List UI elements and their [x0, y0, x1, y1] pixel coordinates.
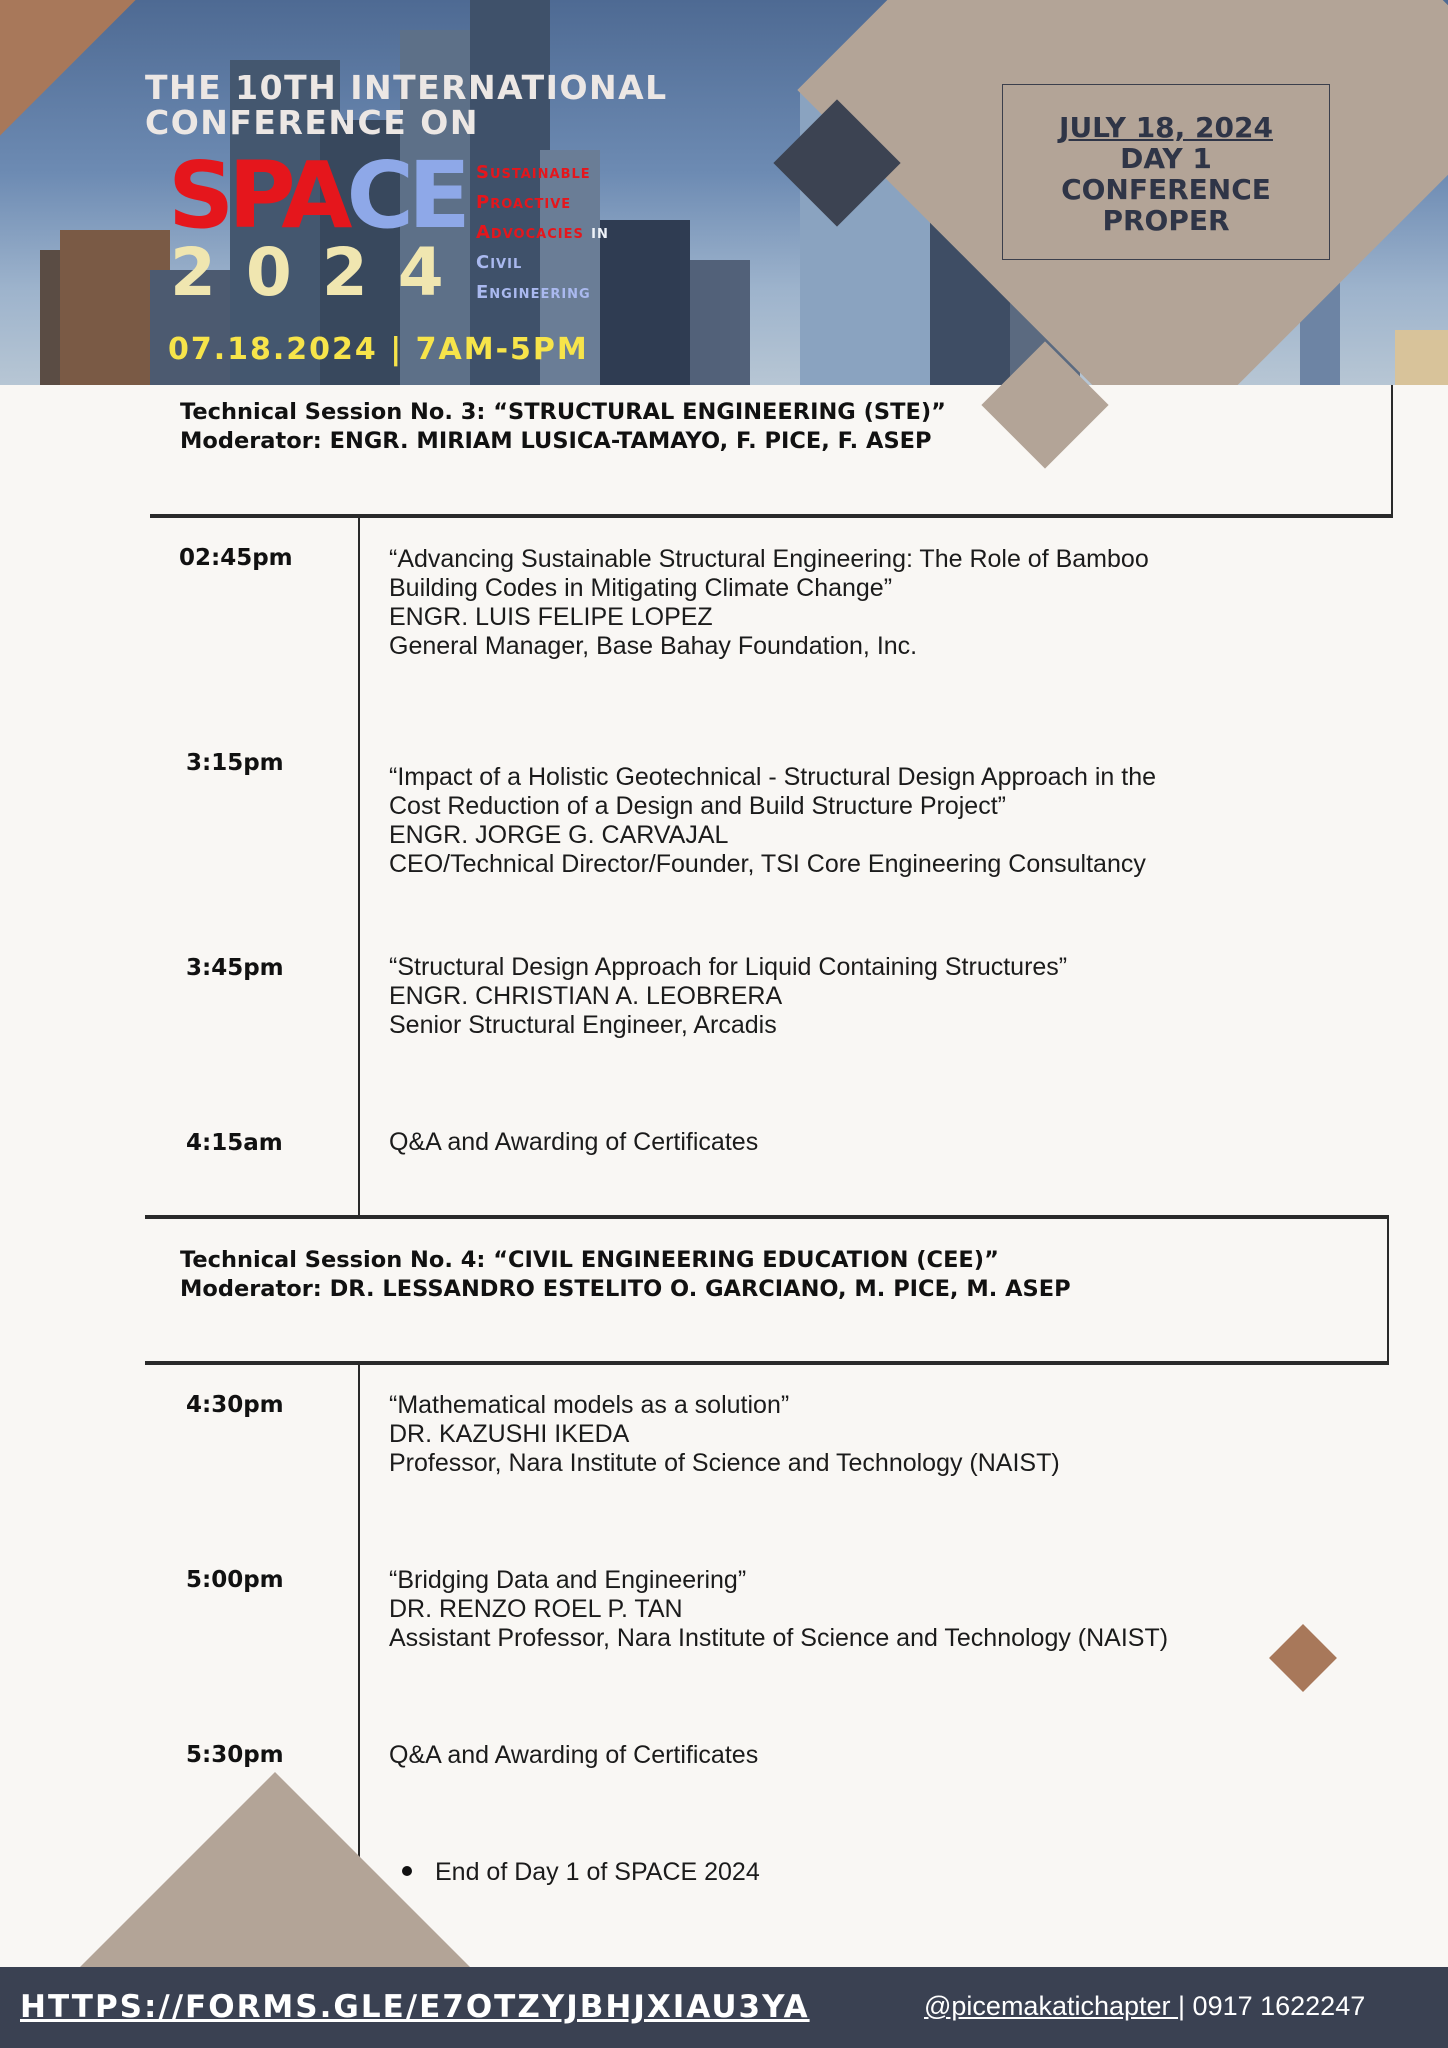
time-label: 02:45pm	[179, 545, 293, 571]
time-label: 3:45pm	[186, 955, 284, 981]
diamond-decoration-brown	[1269, 1624, 1337, 1692]
conference-title-line1: THE 10TH INTERNATIONAL	[145, 68, 668, 107]
schedule-entry: Q&A and Awarding of Certificates	[389, 1128, 759, 1156]
time-label: 4:30pm	[186, 1392, 284, 1418]
footer-contact: @picemakatichapter | 0917 1622247	[924, 1991, 1366, 2021]
header-banner	[0, 0, 1448, 385]
acronym-words: Sustainable Proactive Advocacies in Civil Engineering	[476, 162, 609, 303]
date-box-date: JULY 18, 2024	[1059, 111, 1273, 144]
date-box-day: DAY 1	[1120, 142, 1212, 175]
time-label: 4:15am	[186, 1130, 283, 1156]
date-box-line4: PROPER	[1102, 204, 1230, 237]
schedule-entry: “Structural Design Approach for Liquid Containing Structures” ENGR. CHRISTIAN A. LEOBRERA Senior Structural Engineer, Arcadis	[389, 953, 1068, 1039]
event-datetime: 07.18.2024 | 7AM-5PM	[168, 332, 589, 367]
space-logo: SPACE	[168, 142, 465, 249]
logo-year: 2024	[170, 234, 474, 311]
triangle-decoration	[80, 1772, 470, 1967]
session-4-title: Technical Session No. 4: “CIVIL ENGINEERING EDUCATION (CEE)”	[180, 1247, 999, 1273]
footer-bar	[0, 1967, 1448, 2048]
time-label: 5:00pm	[186, 1567, 284, 1593]
time-label: 3:15pm	[186, 750, 284, 776]
closing-note: End of Day 1 of SPACE 2024	[435, 1858, 760, 1886]
date-box	[1002, 84, 1330, 260]
schedule-divider	[358, 518, 360, 1216]
date-box-line3: CONFERENCE	[1061, 173, 1271, 206]
conference-title-line2: CONFERENCE ON	[145, 103, 479, 142]
schedule-entry: “Impact of a Holistic Geotechnical - Structural Design Approach in the Cost Reduction of a Design and Build Structure Project” ENGR. JORGE G. CARVAJAL CEO/Technical Director/Founder, TSI Core Engineering Consultancy	[389, 763, 1157, 878]
social-handle-link[interactable]: @picemakatichapter	[924, 1991, 1179, 2021]
session-3-title: Technical Session No. 3: “STRUCTURAL ENGINEERING (STE)”	[180, 399, 946, 425]
session-3-moderator: Moderator: ENGR. MIRIAM LUSICA-TAMAYO, F. PICE, F. ASEP	[180, 428, 932, 454]
time-label: 5:30pm	[186, 1742, 284, 1768]
session-4-text	[180, 1246, 1071, 1304]
schedule-entry: “Bridging Data and Engineering” DR. RENZO ROEL P. TAN Assistant Professor, Nara Institute of Science and Technology (NAIST)	[389, 1566, 1169, 1652]
schedule-entry: “Mathematical models as a solution” DR. KAZUSHI IKEDA Professor, Nara Institute of Science and Technology (NAIST)	[389, 1391, 1060, 1477]
schedule-entry: Q&A and Awarding of Certificates	[389, 1741, 759, 1769]
session-3-text	[180, 398, 946, 456]
registration-link[interactable]: HTTPS://FORMS.GLE/E7OTZYJBHJXIAU3YA	[20, 1989, 810, 2025]
session-4-moderator: Moderator: DR. LESSANDRO ESTELITO O. GARCIANO, M. PICE, M. ASEP	[180, 1276, 1071, 1302]
phone-number: 0917 1622247	[1192, 1991, 1366, 2021]
schedule-entry: “Advancing Sustainable Structural Engineering: The Role of Bamboo Building Codes in Mitigating Climate Change” ENGR. LUIS FELIPE LOPEZ General Manager, Base Bahay Foundation, Inc.	[389, 545, 1149, 660]
